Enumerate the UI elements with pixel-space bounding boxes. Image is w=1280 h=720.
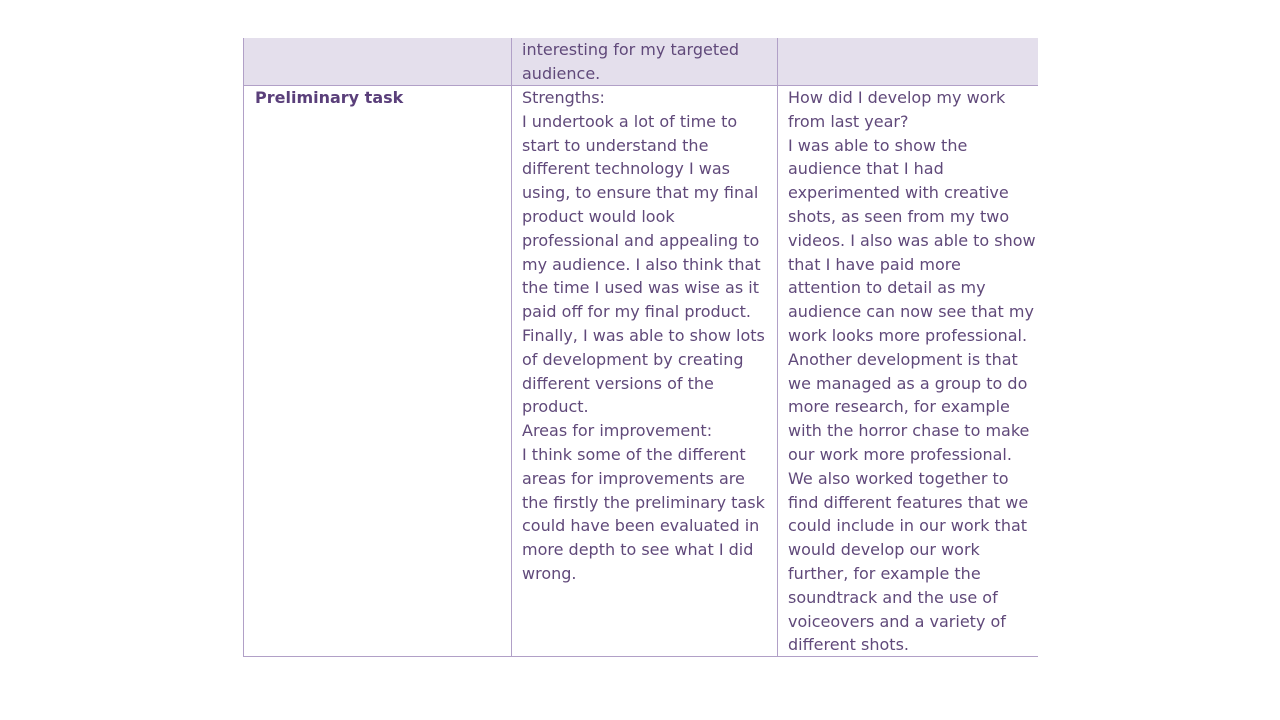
cell-line: we managed as a group to do — [788, 373, 1028, 393]
cell-line: the time I used was wise as it — [522, 278, 759, 298]
cell-line: Another development is that — [788, 349, 1018, 369]
table-cell-strengths-continued — [511, 38, 777, 85]
cell-line: using, to ensure that my final — [522, 183, 759, 203]
cell-line: attention to detail as my — [788, 278, 986, 298]
cell-line: paid off for my final product. — [522, 302, 751, 322]
cell-line: different technology I was — [522, 159, 730, 179]
cell-line: find different features that we — [788, 492, 1029, 512]
cell-line: wrong. — [522, 563, 577, 583]
cell-line: that I have paid more — [788, 254, 961, 274]
table-cell-topic — [244, 86, 511, 656]
cell-line: experimented with creative — [788, 183, 1009, 203]
cell-line: interesting for my targeted — [522, 40, 740, 59]
table-row-preliminary-task — [243, 86, 1038, 657]
cell-line: areas for improvements are — [522, 468, 745, 488]
cell-line: would develop our work — [788, 540, 980, 560]
cell-line: different versions of the — [522, 373, 714, 393]
cell-line: I undertook a lot of time to — [522, 111, 738, 131]
cell-line: of development by creating — [522, 349, 744, 369]
cell-line: audience can now see that my — [788, 302, 1034, 322]
evaluation-table — [243, 38, 1038, 657]
cell-line: the firstly the preliminary task — [522, 492, 765, 512]
cell-line: my audience. I also think that — [522, 254, 761, 274]
cell-line: shots, as seen from my two — [788, 206, 1010, 226]
cell-line: different shots. — [788, 635, 909, 655]
cell-line: audience. — [522, 63, 601, 83]
cell-line: Areas for improvement: — [522, 421, 713, 441]
cell-line: could include in our work that — [788, 516, 1028, 536]
cell-line: start to understand the — [522, 135, 709, 155]
cell-line: I think some of the different — [522, 444, 746, 464]
cell-line: professional and appealing to — [522, 230, 760, 250]
cell-line: audience that I had — [788, 159, 944, 179]
cell-line: from last year? — [788, 111, 909, 131]
topic-label: Preliminary task — [255, 88, 404, 107]
table-row-previous — [243, 38, 1038, 86]
cell-line: product would look — [522, 206, 675, 226]
table-cell-strengths — [511, 86, 777, 656]
cell-line: our work more professional. — [788, 444, 1012, 464]
cell-line: with the horror chase to make — [788, 421, 1030, 441]
cell-line: product. — [522, 397, 589, 417]
cell-line: Strengths: — [522, 88, 605, 107]
cell-line: voiceovers and a variety of — [788, 611, 1006, 631]
cell-line: How did I develop my work — [788, 88, 1006, 107]
cell-line: soundtrack and the use of — [788, 587, 998, 607]
cell-line: I was able to show the — [788, 135, 968, 155]
cell-line: more depth to see what I did — [522, 540, 754, 560]
cell-line: We also worked together to — [788, 468, 1009, 488]
cell-line: further, for example the — [788, 563, 981, 583]
cell-line: work looks more professional. — [788, 325, 1028, 345]
table-cell-topic-empty — [244, 38, 511, 85]
cell-line: Finally, I was able to show lots — [522, 325, 765, 345]
table-cell-development — [777, 86, 1038, 656]
cell-line: videos. I also was able to show — [788, 230, 1036, 250]
cell-line: could have been evaluated in — [522, 516, 760, 536]
table-cell-development-empty — [777, 38, 1038, 85]
cell-line: more research, for example — [788, 397, 1010, 417]
